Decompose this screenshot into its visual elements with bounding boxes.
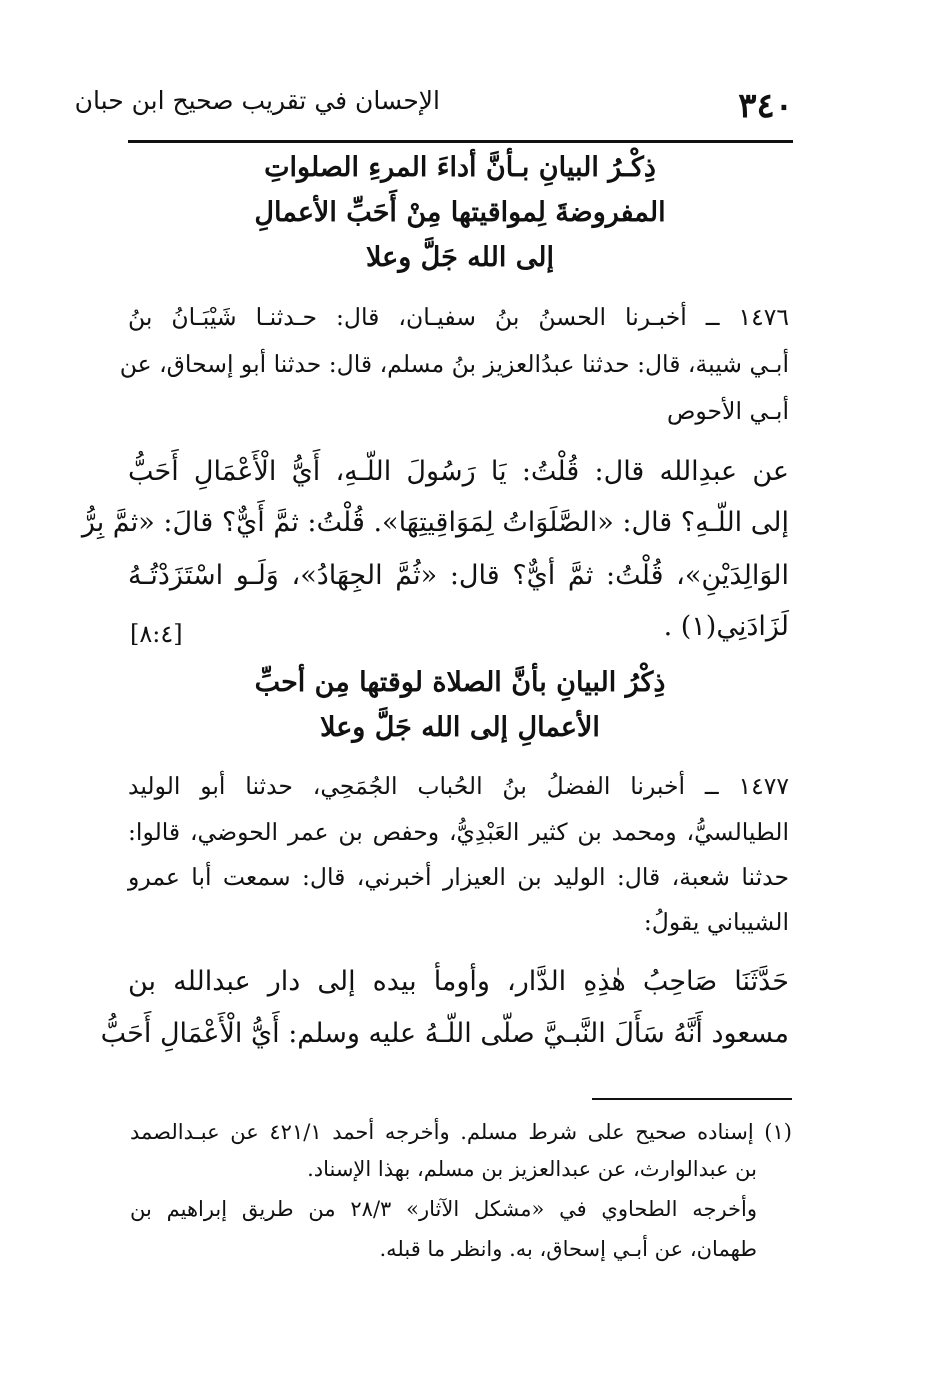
header-rule <box>128 140 793 143</box>
isnad-line: الشيباني يقولُ: <box>643 908 789 936</box>
isnad-line: ١٤٧٧ ــ أخبرنا الفضلُ بنُ الحُباب الجُمَحِي، حدثنا أبو الوليد <box>128 772 789 800</box>
footnote-line: بن عبدالوارث، عن عبدالعزيز بن مسلم، بهذا الإسناد. <box>307 1157 757 1181</box>
isnad-line: حدثنا شعبة، قال: الوليد بن العيزار أخبرني، قال: سمعت أبا عمرو <box>128 863 789 891</box>
isnad-line: الطيالسيُّ، ومحمد بن كثير العَبْدِيُّ، وحفص بن عمر الحوضي، قالوا: <box>128 818 789 846</box>
section-heading-line: المفروضةَ لِمواقيتها مِنْ أَحَبِّ الأعمالِ <box>254 197 666 228</box>
matn-line: لَزَادَنِي(١) . <box>663 611 789 642</box>
section-heading-line: ذِكْـرُ البيانِ بـأنَّ أداءَ المرءِ الصلواتِ <box>264 152 656 183</box>
footnote-rule <box>592 1098 792 1100</box>
isnad-line: أبـي شيبة، قال: حدثنا عبدُالعزيز بنُ مسلم، قال: حدثنا أبو إسحاق، عن <box>119 350 789 378</box>
matn-line: الوَالِدَيْنِ»، قُلْتُ: ثمَّ أيٌّ؟ قال: «ثُمَّ الجِهَادُ»، وَلَـو اسْتَزَدْتُـهُ <box>128 560 789 591</box>
matn-line: عن عبدِالله قال: قُلْتُ: يَا رَسُولَ اللّـهِ، أَيُّ الْأَعْمَالِ أَحَبُّ <box>128 456 789 487</box>
section-heading-line: الأعمالِ إلى الله جَلَّ وعلا <box>320 712 600 743</box>
isnad-line: أبـي الأحوص <box>666 397 789 425</box>
footnote-line: وأخرجه الطحاوي في «مشكل الآثار» ٢٨/٣ من طريق إبراهيم بن <box>130 1197 757 1221</box>
footnote-line: طهمان، عن أبـي إسحاق، به. وانظر ما قبله. <box>379 1237 757 1261</box>
matn-line: حَدَّثَنَا صَاحِبُ هٰذِهِ الدَّار، وأومأ بيده إلى دار عبدالله بن <box>128 966 789 997</box>
matn-line: إلى اللّـهِ؟ قال: «الصَّلَوَاتُ لِمَوَاقِيتِهَا». قُلْتُ: ثمَّ أَيٌّ؟ قالَ: «ثمَّ بِرُّ <box>81 507 789 538</box>
hadith-reference: [٨:٤] <box>130 620 183 648</box>
matn-line: مسعود أَنَّهُ سَأَلَ النَّبـيَّ صلّى اللّـهُ عليه وسلم: أَيُّ الْأَعْمَالِ أَحَبُّ <box>100 1018 789 1049</box>
isnad-line: ١٤٧٦ ــ أخبـرنا الحسنُ بنُ سفيـان، قال: حـدثنـا شَيْبَـانُ بنُ <box>128 303 789 331</box>
page-number: ٣٤٠ <box>738 86 793 126</box>
section-heading-line: ذِكْرُ البيانِ بأنَّ الصلاة لوقتها مِن أحبِّ <box>254 667 666 698</box>
section-heading-line: إلى الله جَلَّ وعلا <box>366 242 554 273</box>
running-title: الإحسان في تقريب صحيح ابن حبان <box>74 86 440 115</box>
footnote-line: (١) إسناده صحيح على شرط مسلم. وأخرجه أحمد ٤٢١/١ عن عبـدالصمد <box>130 1120 792 1144</box>
